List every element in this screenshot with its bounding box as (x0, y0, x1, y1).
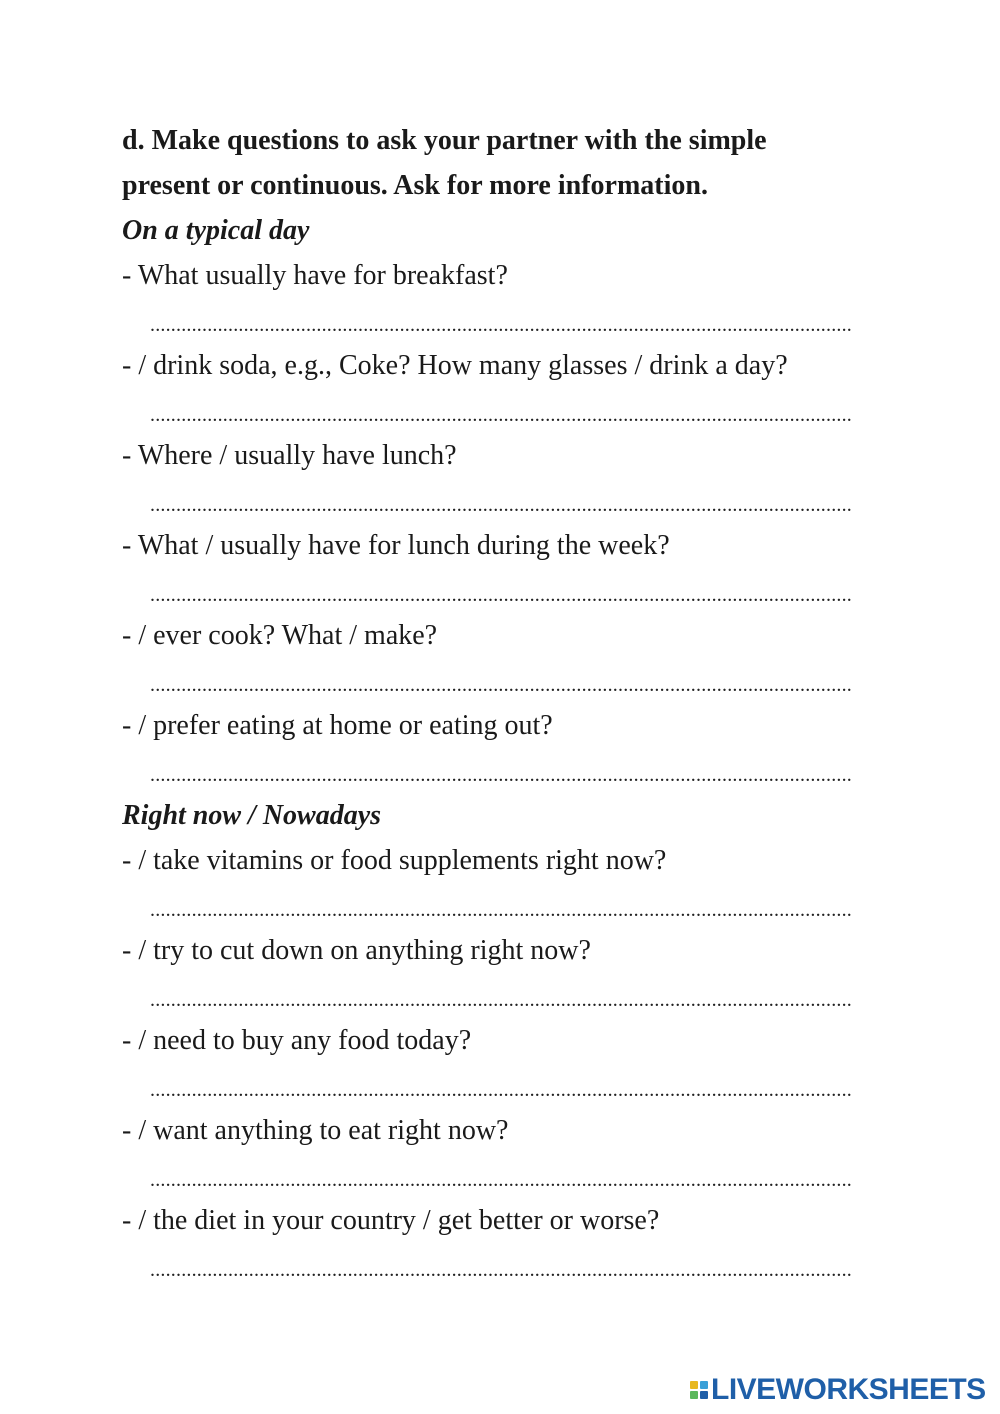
answer-field-9[interactable] (150, 1063, 852, 1108)
answer-field-7[interactable] (150, 883, 852, 928)
logo-mark-icon (690, 1381, 708, 1399)
logo-tile-4 (700, 1391, 708, 1399)
worksheet (122, 118, 862, 1288)
question-2: - / drink soda, e.g., Coke? How many glasses / drink a day? (122, 350, 788, 381)
question-11: - / the diet in your country / get better or worse? (122, 1205, 660, 1236)
answer-field-2[interactable] (150, 388, 852, 433)
question-4: - What / usually have for lunch during the week? (122, 530, 670, 561)
answer-field-4[interactable] (150, 568, 852, 613)
question-1: - What usually have for breakfast? (122, 260, 508, 291)
logo-tile-2 (700, 1381, 708, 1389)
question-7: - / take vitamins or food supplements right now? (122, 845, 667, 876)
section-title-typical-day: On a typical day (122, 215, 310, 246)
question-8: - / try to cut down on anything right now? (122, 935, 591, 966)
answer-field-6[interactable] (150, 748, 852, 793)
answer-field-10[interactable] (150, 1153, 852, 1198)
question-9: - / need to buy any food today? (122, 1025, 472, 1056)
section-title-right-now: Right now / Nowadays (122, 800, 382, 831)
liveworksheets-logo (690, 1374, 986, 1406)
answer-field-5[interactable] (150, 658, 852, 703)
answer-field-3[interactable] (150, 478, 852, 523)
instruction-heading-line2: present or continuous. Ask for more information. (122, 170, 708, 201)
logo-tile-1 (690, 1381, 698, 1389)
answer-field-1[interactable] (150, 298, 852, 343)
question-3: - Where / usually have lunch? (122, 440, 457, 471)
instruction-heading-line1: d. Make questions to ask your partner with the simple (122, 125, 767, 156)
answer-field-8[interactable] (150, 973, 852, 1018)
answer-field-11[interactable] (150, 1243, 852, 1288)
question-6: - / prefer eating at home or eating out? (122, 710, 553, 741)
logo-tile-3 (690, 1391, 698, 1399)
question-5: - / ever cook? What / make? (122, 620, 438, 651)
question-10: - / want anything to eat right now? (122, 1115, 509, 1146)
logo-text: LIVEWORKSHEETS (711, 1373, 986, 1406)
